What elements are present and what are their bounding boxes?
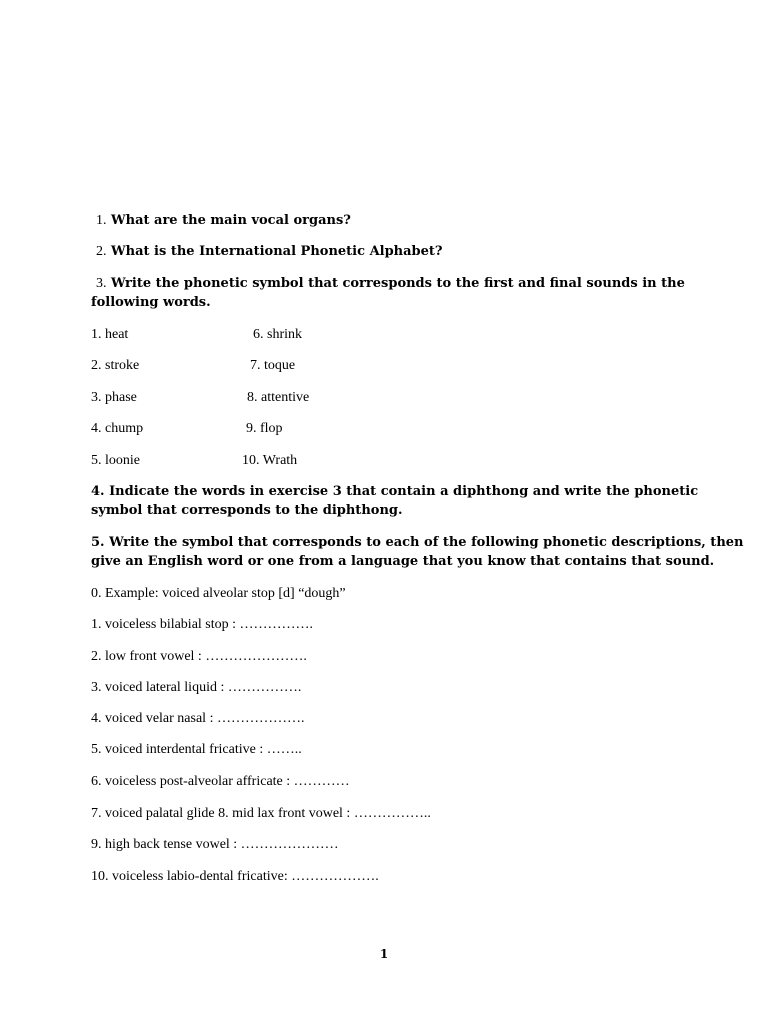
description-item: 5. voiced interdental fricative : …….. xyxy=(91,742,302,757)
word-item: 4. chump xyxy=(91,421,144,436)
page-number: 1 xyxy=(379,947,389,961)
description-item: 0. Example: voiced alveolar stop [d] “dough” xyxy=(91,586,346,601)
question-3-text: Write the phonetic symbol that corresponds to the first and final sounds in the xyxy=(111,276,685,291)
question-1: 1. What are the main vocal organs? xyxy=(96,213,351,228)
question-4-line-1: 4. Indicate the words in exercise 3 that contain a diphthong and write the phonetic xyxy=(91,484,699,499)
description-item: 10. voiceless labio-dental fricative: ………………. xyxy=(91,869,379,884)
word-item: 8. attentive xyxy=(247,390,310,405)
description-item: 7. voiced palatal glide 8. mid lax front vowel : …………….. xyxy=(91,806,431,821)
question-1-text: What are the main vocal organs? xyxy=(111,213,351,228)
word-item: 5. loonie xyxy=(91,453,140,468)
description-item: 3. voiced lateral liquid : ……………. xyxy=(91,680,302,695)
word-item: 1. heat xyxy=(91,327,129,342)
word-item: 9. flop xyxy=(246,421,283,436)
description-item: 2. low front vowel : …………………. xyxy=(91,649,307,664)
word-item: 7. toque xyxy=(250,358,296,373)
word-item: 2. stroke xyxy=(91,358,140,373)
question-4-line-2: symbol that corresponds to the diphthong. xyxy=(91,503,403,518)
word-item: 6. shrink xyxy=(253,327,302,342)
word-item: 10. Wrath xyxy=(242,453,298,468)
question-2: 2. What is the International Phonetic Alphabet? xyxy=(96,244,443,259)
question-3-line-2: following words. xyxy=(91,295,211,310)
description-item: 9. high back tense vowel : ………………… xyxy=(91,837,339,852)
question-5-line-1: 5. Write the symbol that corresponds to each of the following phonetic descriptions, then xyxy=(91,535,744,550)
description-item: 1. voiceless bilabial stop : ……………. xyxy=(91,617,314,632)
question-2-text: What is the International Phonetic Alphabet? xyxy=(111,244,443,259)
question-3-line-1: 3. Write the phonetic symbol that corresponds to the first and final sounds in the xyxy=(96,276,685,291)
description-item: 4. voiced velar nasal : ………………. xyxy=(91,711,305,726)
question-5-line-2: give an English word or one from a language that you know that contains that sound. xyxy=(91,554,715,569)
word-item: 3. phase xyxy=(91,390,137,405)
description-item: 6. voiceless post-alveolar affricate : ………… xyxy=(91,774,350,789)
